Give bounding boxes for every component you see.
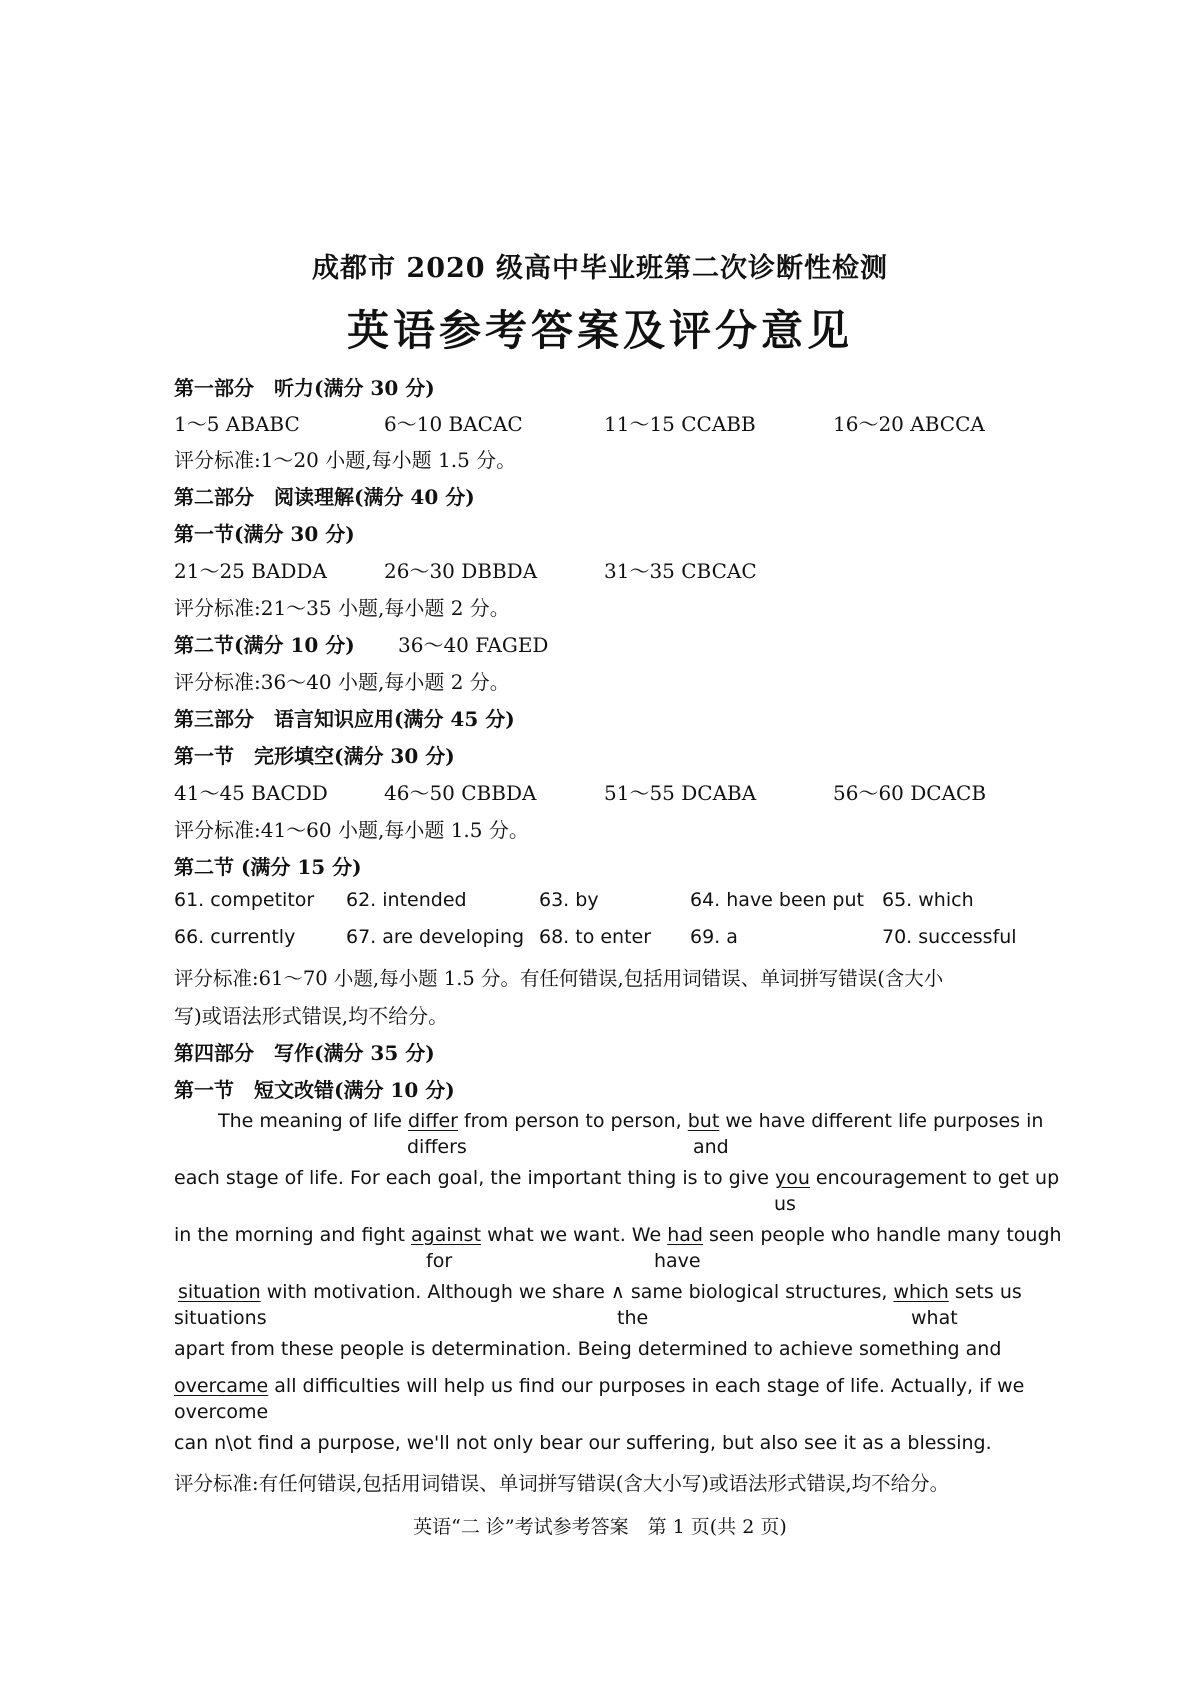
part4-section1-heading: 第一节 短文改错(满分 10 分) <box>174 1078 455 1102</box>
marked-error: had <box>667 1224 703 1246</box>
marked-error: differ <box>408 1110 458 1132</box>
correction-text: situations <box>174 1307 267 1329</box>
marked-error: which <box>893 1281 949 1303</box>
grammar-answer-68: 68. to enter <box>539 926 652 948</box>
part2-section1-heading: 第一节(满分 30 分) <box>174 522 355 546</box>
marked-error: against <box>411 1224 482 1246</box>
part1-heading: 第一部分 听力(满分 30 分) <box>174 376 435 400</box>
grammar-answer-66: 66. currently <box>174 926 296 948</box>
correction-text: have <box>654 1250 701 1272</box>
correction-text: differs <box>407 1136 467 1158</box>
correction-text: for <box>426 1250 453 1272</box>
grammar-answer-69: 69. a <box>690 926 738 948</box>
part3-heading: 第三部分 语言知识应用(满分 45 分) <box>174 707 515 731</box>
grammar-answer-65: 65. which <box>882 889 974 911</box>
grammar-answer-67: 67. are developing <box>346 926 525 948</box>
grammar-answer-63: 63. by <box>539 889 599 911</box>
part2-answer-2: 26～30 DBBDA <box>384 559 538 583</box>
part3-section1-scoring: 评分标准:41～60 小题,每小题 1.5 分。 <box>174 818 529 842</box>
part3-answer-2: 46～50 CBBDA <box>384 781 537 805</box>
part3-section2-scoring-line2: 写)或语法形式错误,均不给分。 <box>174 1004 449 1028</box>
part2-answer-3: 31～35 CBCAC <box>604 559 757 583</box>
part1-answer-4: 16～20 ABCCA <box>833 412 985 436</box>
part1-answer-3: 11～15 CCABB <box>604 412 756 436</box>
page-footer: 英语“二 诊”考试参考答案 第 1 页(共 2 页) <box>413 1516 787 1538</box>
passage-line-3: in the morning and fight against what we want. We had seen people who handle many tough <box>174 1224 1062 1246</box>
part2-section2-scoring: 评分标准:36～40 小题,每小题 2 分。 <box>174 670 510 694</box>
grammar-answer-64: 64. have been put <box>690 889 864 911</box>
part1-scoring: 评分标准:1～20 小题,每小题 1.5 分。 <box>174 448 517 472</box>
correction-text: overcome <box>174 1401 269 1423</box>
part2-section1-scoring: 评分标准:21～35 小题,每小题 2 分。 <box>174 596 510 620</box>
passage-line-1: The meaning of life differ from person to person, but we have different life purposes in <box>218 1110 1044 1132</box>
document-title: 英语参考答案及评分意见 <box>346 306 853 355</box>
part2-heading: 第二部分 阅读理解(满分 40 分) <box>174 485 475 509</box>
part3-answer-3: 51～55 DCABA <box>604 781 757 805</box>
correction-text: and <box>693 1136 729 1158</box>
correction-text: us <box>774 1193 796 1215</box>
correction-text: the <box>617 1307 649 1329</box>
part3-section1-heading: 第一节 完形填空(满分 30 分) <box>174 744 455 768</box>
part1-answer-1: 1～5 ABABC <box>174 412 300 436</box>
part1-answer-2: 6～10 BACAC <box>384 412 523 436</box>
part4-scoring: 评分标准:有任何错误,包括用词错误、单词拼写错误(含大小写)或语法形式错误,均不给分。 <box>174 1472 950 1495</box>
marked-error: you <box>774 1167 810 1189</box>
passage-line-2: each stage of life. For each goal, the important thing is to give you encouragement to get up <box>174 1167 1060 1189</box>
grammar-answer-62: 62. intended <box>346 889 467 911</box>
passage-line-7: can n\ot find a purpose, we'll not only bear our suffering, but also see it as a blessing. <box>174 1432 992 1454</box>
part2-section2-heading: 第二节(满分 10 分) <box>174 633 355 657</box>
passage-line-5: apart from these people is determination. Being determined to achieve something and <box>174 1338 1002 1360</box>
marked-error: but <box>687 1110 720 1132</box>
exam-title: 成都市 2020 级高中毕业班第二次诊断性检测 <box>312 253 888 284</box>
marked-error: overcame <box>174 1375 269 1397</box>
grammar-answer-61: 61. competitor <box>174 889 315 911</box>
part3-answer-4: 56～60 DCACB <box>833 781 987 805</box>
marked-error: situation <box>178 1281 261 1303</box>
correction-text: what <box>911 1307 958 1329</box>
passage-line-4: situation with motivation. Although we share ∧ same biological structures, which sets us <box>178 1281 1022 1303</box>
part3-answer-1: 41～45 BACDD <box>174 781 328 805</box>
part2-answer-1: 21～25 BADDA <box>174 559 327 583</box>
part4-heading: 第四部分 写作(满分 35 分) <box>174 1041 435 1065</box>
part3-section2-scoring-line1: 评分标准:61～70 小题,每小题 1.5 分。有任何错误,包括用词错误、单词拼写错误(含大小 <box>174 967 944 990</box>
part3-section2-heading: 第二节 (满分 15 分) <box>174 855 362 879</box>
grammar-answer-70: 70. successful <box>882 926 1017 948</box>
passage-line-6: overcame all difficulties will help us find our purposes in each stage of life. Actually, if we <box>174 1375 1025 1397</box>
part2-section2-answers: 36～40 FAGED <box>398 633 549 657</box>
